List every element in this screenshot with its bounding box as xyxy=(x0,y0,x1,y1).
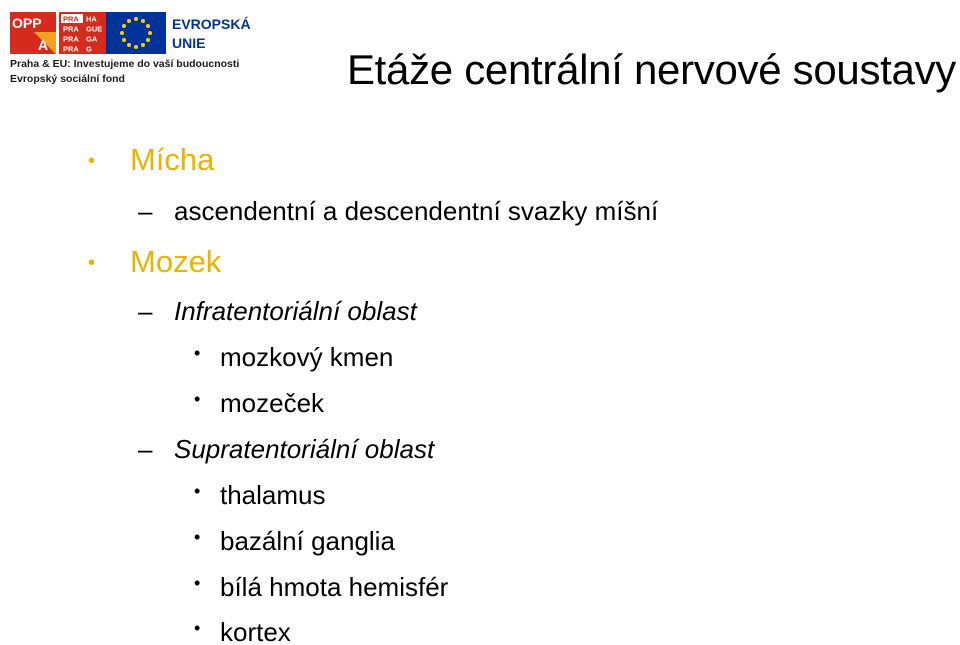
praha-logo-cell: G xyxy=(86,44,92,54)
bullet-icon: • xyxy=(194,481,201,501)
bullet-icon: • xyxy=(194,618,201,638)
list-item-text: bazální ganglia xyxy=(220,526,395,556)
list-item-text: kortex xyxy=(220,617,291,645)
bullet-icon: • xyxy=(194,527,201,547)
praha-logo-cell: PRA xyxy=(63,14,79,24)
praha-logo-icon xyxy=(59,12,109,54)
eu-logo-icon xyxy=(106,12,252,54)
list-item-text: mozeček xyxy=(220,388,325,418)
dash-icon: – xyxy=(138,296,153,326)
praha-logo-cell: PRA xyxy=(63,34,79,44)
dash-icon: – xyxy=(138,196,153,226)
list-item-text: Mícha xyxy=(130,142,215,177)
bullet-icon: • xyxy=(194,389,201,409)
praha-logo-cell: HA xyxy=(86,14,97,24)
eu-logo-text-2: UNIE xyxy=(172,35,206,51)
praha-logo-cell: PRA xyxy=(63,44,79,54)
list-item-text: Supratentoriální oblast xyxy=(174,434,435,464)
list-item-text: Infratentoriální oblast xyxy=(174,296,417,326)
bullet-icon: • xyxy=(194,573,201,593)
opp-logo-icon xyxy=(10,12,56,54)
list-item-text: ascendentní a descendentní svazky míšní xyxy=(174,196,659,226)
praha-logo-cell: PRA xyxy=(63,24,79,34)
list-item-text: Mozek xyxy=(130,244,222,279)
praha-logo-cell: GA xyxy=(86,34,98,44)
list-item-text: thalamus xyxy=(220,480,326,510)
bullet-icon: • xyxy=(88,252,96,274)
dash-icon: – xyxy=(138,434,153,464)
eu-logo-text-1: EVROPSKÁ xyxy=(172,16,251,32)
opp-logo-text-2: A xyxy=(38,37,49,53)
brand-line-1: Praha & EU: Investujeme do vaší budoucnosti xyxy=(10,58,240,70)
bullet-icon: • xyxy=(194,343,201,363)
list-item-text: bílá hmota hemisfér xyxy=(220,572,449,602)
praha-logo-cell: GUE xyxy=(86,24,103,34)
brand-caption xyxy=(10,57,239,87)
opp-logo-text-1: OPP xyxy=(12,15,42,31)
bullet-icon: • xyxy=(88,150,96,172)
page-title: Etáže centrální nervové soustavy xyxy=(346,46,956,93)
list-item-text: mozkový kmen xyxy=(220,342,394,372)
brand-line-2: Evropský sociální fond xyxy=(10,73,125,85)
